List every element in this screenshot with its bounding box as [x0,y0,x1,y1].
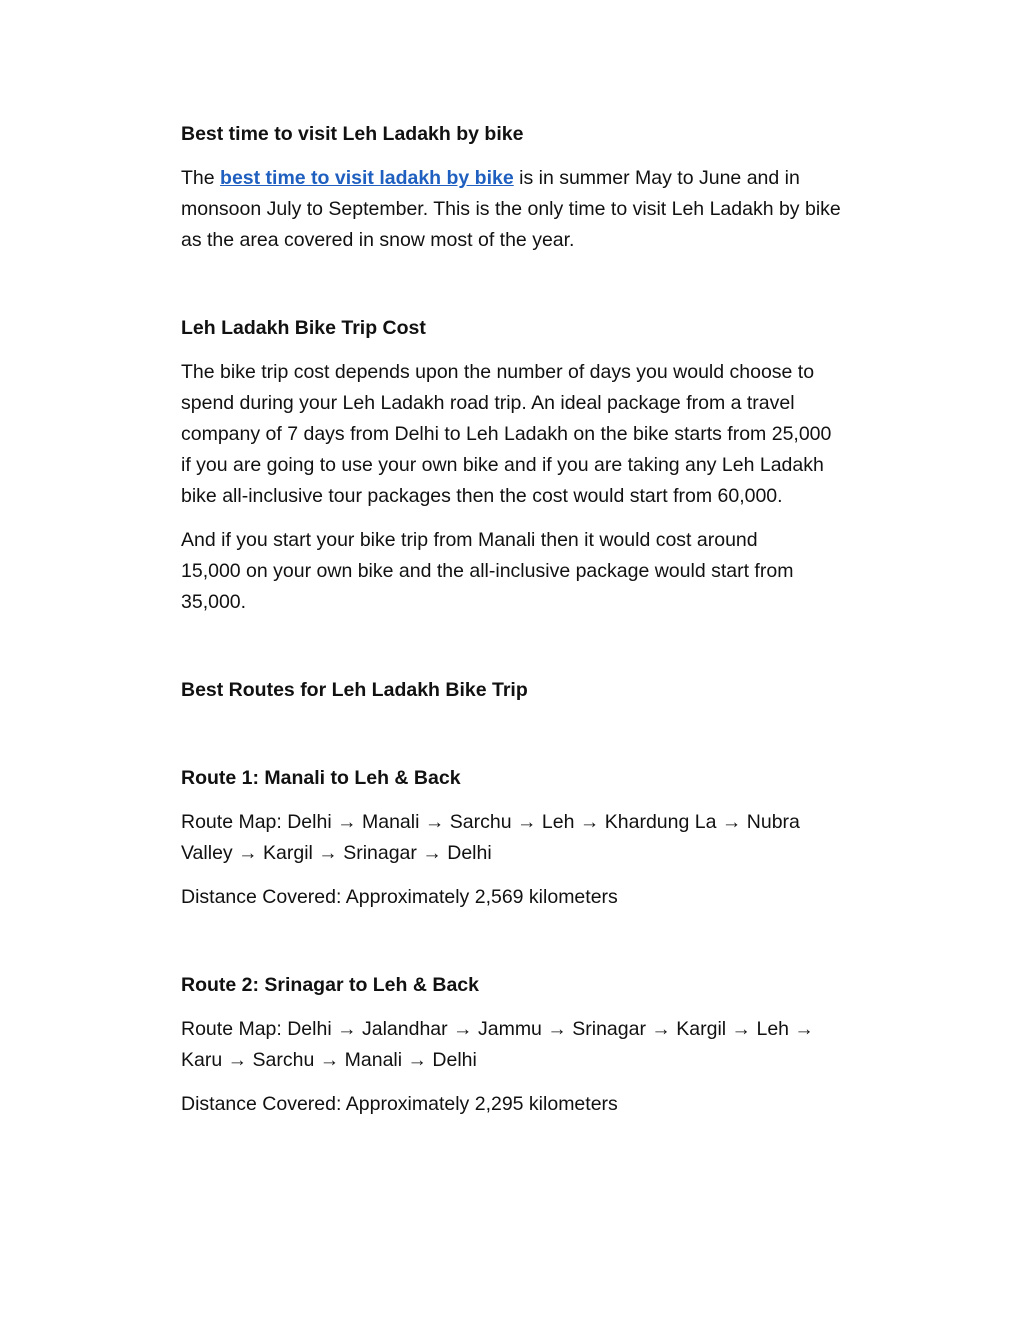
route-map-line: Karu → Sarchu → Manali → Delhi [181,1049,477,1071]
paragraph-trip-cost [181,357,909,512]
heading-route-2: Route 2: Srinagar to Leh & Back [181,974,479,996]
paragraph-line: And if you start your bike trip from Manali then it would cost around [181,529,758,551]
paragraph-line: as the area covered in snow most of the year. [181,229,575,251]
paragraph-line: company of 7 days from Delhi to Leh Ladakh on the bike starts from 25,000 [181,423,832,445]
heading-best-routes: Best Routes for Leh Ladakh Bike Trip [181,679,528,701]
route-map-line: Valley → Kargil → Srinagar → Delhi [181,842,492,864]
document-page [181,119,909,1120]
paragraph-line: if you are going to use your own bike and if you are taking any Leh Ladakh [181,454,824,476]
heading-best-time: Best time to visit Leh Ladakh by bike [181,123,524,145]
route-1-map [181,807,909,869]
route-2-distance: Distance Covered: Approximately 2,295 kilometers [181,1093,618,1115]
route-2-map [181,1014,909,1076]
paragraph-text [181,167,800,189]
paragraph-text-end: is in summer May to June and in [513,167,800,189]
paragraph-manali-cost [181,525,909,618]
paragraph-line: 15,000 on your own bike and the all-inclusive package would start from [181,560,794,582]
paragraph-line: bike all-inclusive tour packages then the cost would start from 60,000. [181,485,783,507]
paragraph-line: spend during your Leh Ladakh road trip. An ideal package from a travel [181,392,795,414]
route-1-distance: Distance Covered: Approximately 2,569 kilometers [181,886,618,908]
heading-route-1: Route 1: Manali to Leh & Back [181,767,461,789]
heading-trip-cost: Leh Ladakh Bike Trip Cost [181,317,426,339]
paragraph-text-start: The [181,167,221,189]
paragraph-line: monsoon July to September. This is the only time to visit Leh Ladakh by bike [181,198,841,220]
route-map-line: Route Map: Delhi → Manali → Sarchu → Leh → Khardung La → Nubra [181,811,800,833]
paragraph-line: 35,000. [181,591,247,613]
best-time-link[interactable]: best time to visit ladakh by bike [220,167,514,189]
paragraph-line: The bike trip cost depends upon the number of days you would choose to [181,361,815,383]
paragraph-best-time [181,163,909,256]
route-map-line: Route Map: Delhi → Jalandhar → Jammu → Srinagar → Kargil → Leh → [181,1018,814,1040]
